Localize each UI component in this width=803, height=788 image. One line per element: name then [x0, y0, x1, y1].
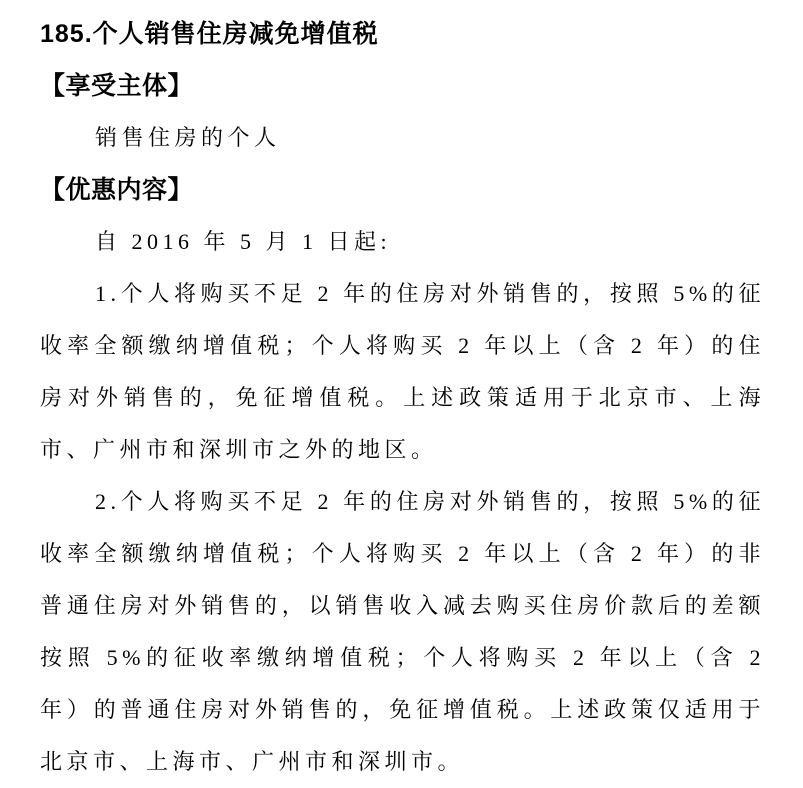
paragraph-rule-2: 2.个人将购买不足 2 年的住房对外销售的，按照 5%的征收率全额缴纳增值税；个人将购买 2 年以上（含 2 年）的非普通住房对外销售的，以销售收入减去购买住房价款后的差额按照 5%的征收率缴纳增值税；个人将购买 2 年以上（含 2 年）的普通住房对外销售的，免征增值税。上述政策仅适用于北京市、上海市、广州市和深圳市。	[40, 489, 765, 774]
section-heading-eligible-subject: 【享受主体】	[40, 72, 194, 100]
section-heading-preferential-content: 【优惠内容】	[40, 176, 194, 204]
paragraph-rule-1: 1.个人将购买不足 2 年的住房对外销售的，按照 5%的征收率全额缴纳增值税；个人将购买 2 年以上（含 2 年）的住房对外销售的，免征增值税。上述政策适用于北京市、上海市、广州市和深圳市之外的地区。	[40, 281, 765, 462]
document-title: 185.个人销售住房减免增值税	[40, 20, 379, 48]
paragraph-eligible-subject: 销售住房的个人	[95, 125, 281, 150]
paragraph-effective-date: 自 2016 年 5 月 1 日起:	[95, 229, 392, 254]
